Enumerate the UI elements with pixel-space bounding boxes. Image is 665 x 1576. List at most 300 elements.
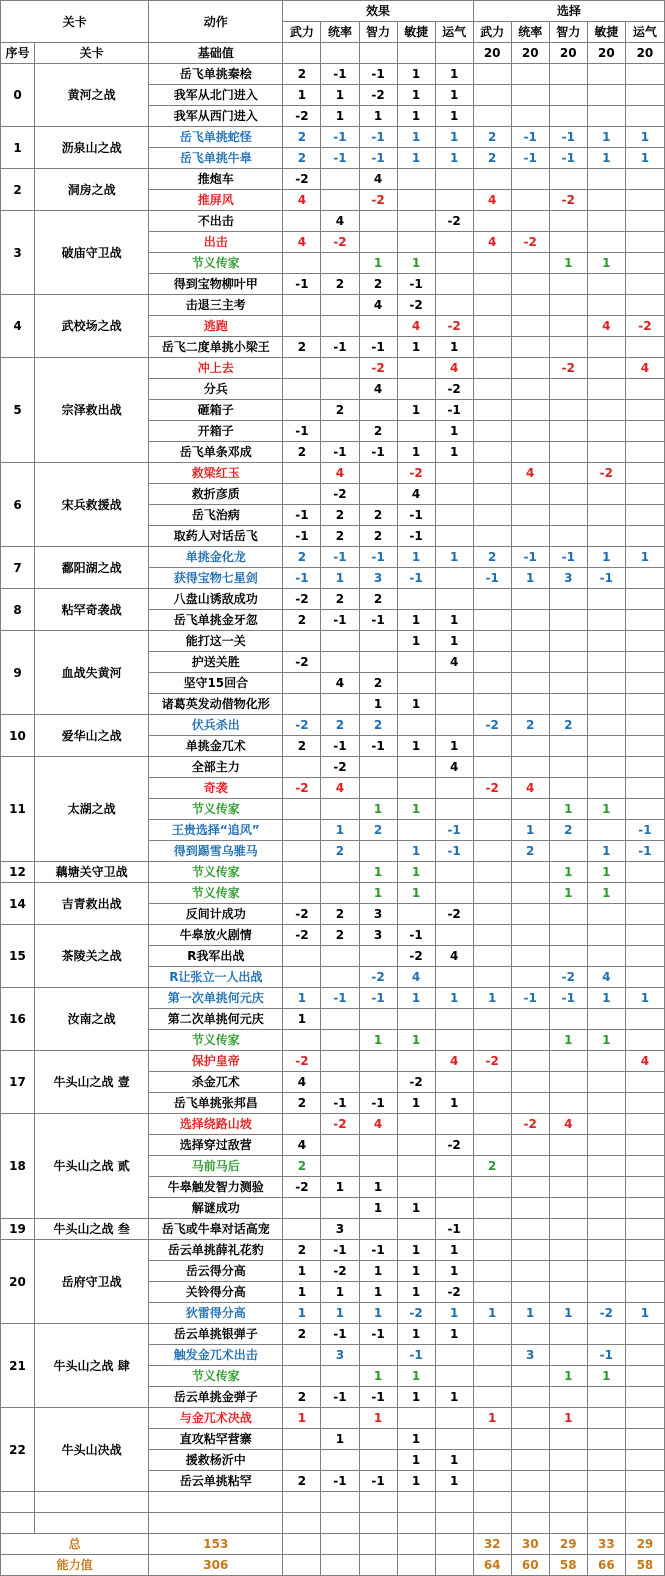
choice-cell xyxy=(625,1093,664,1114)
effect-cell: 2 xyxy=(321,925,359,946)
choice-cell xyxy=(625,526,664,547)
action-cell: 牛皋触发智力测验 xyxy=(149,1177,283,1198)
effect-cell: -1 xyxy=(359,148,397,169)
effect-cell: 2 xyxy=(321,589,359,610)
effect-cell: -1 xyxy=(359,988,397,1009)
effect-cell: 1 xyxy=(397,1450,435,1471)
choice-cell: -2 xyxy=(587,463,625,484)
effect-cell: 1 xyxy=(359,253,397,274)
base-value: 20 xyxy=(549,43,587,64)
level-number: 8 xyxy=(1,589,35,631)
choice-cell xyxy=(625,799,664,820)
effect-cell: 1 xyxy=(397,85,435,106)
choice-cell xyxy=(549,1198,587,1219)
effect-cell: 1 xyxy=(397,841,435,862)
effect-cell: 1 xyxy=(397,1093,435,1114)
effect-cell xyxy=(435,1072,473,1093)
level-number: 14 xyxy=(1,883,35,925)
choice-cell xyxy=(587,820,625,841)
empty-cell xyxy=(397,1513,435,1534)
effect-cell xyxy=(359,1219,397,1240)
action-cell: 直攻粘罕营寨 xyxy=(149,1429,283,1450)
choice-cell xyxy=(625,1324,664,1345)
choice-cell xyxy=(473,400,511,421)
action-cell: R我军出战 xyxy=(149,946,283,967)
empty-cell xyxy=(511,1513,549,1534)
choice-cell xyxy=(587,1387,625,1408)
effect-cell xyxy=(359,232,397,253)
total-choice: 30 xyxy=(511,1534,549,1555)
choice-cell xyxy=(473,610,511,631)
choice-cell xyxy=(625,967,664,988)
choice-cell xyxy=(511,883,549,904)
table-row xyxy=(1,1219,665,1240)
effect-cell: 1 xyxy=(435,1093,473,1114)
choice-cell xyxy=(511,589,549,610)
choice-cell xyxy=(587,1450,625,1471)
choice-cell: 1 xyxy=(587,799,625,820)
effect-cell: 4 xyxy=(435,946,473,967)
effect-cell xyxy=(321,1156,359,1177)
choice-cell xyxy=(625,274,664,295)
choice-cell xyxy=(587,505,625,526)
effect-cell: 3 xyxy=(359,904,397,925)
level-number: 4 xyxy=(1,295,35,358)
effect-cell: 1 xyxy=(435,421,473,442)
choice-cell: -2 xyxy=(511,1114,549,1135)
choice-cell: -1 xyxy=(587,568,625,589)
effect-cell xyxy=(397,1135,435,1156)
effect-cell: 2 xyxy=(321,841,359,862)
effect-cell: 1 xyxy=(397,1387,435,1408)
level-name: 破庙守卫战 xyxy=(35,211,149,295)
choice-cell xyxy=(625,652,664,673)
effect-cell: 4 xyxy=(397,316,435,337)
level-name: 汝南之战 xyxy=(35,988,149,1051)
effect-cell xyxy=(397,1219,435,1240)
effect-cell: -1 xyxy=(283,421,321,442)
choice-cell xyxy=(473,442,511,463)
level-name: 沥泉山之战 xyxy=(35,127,149,169)
effect-cell xyxy=(435,694,473,715)
choice-cell xyxy=(473,1093,511,1114)
choice-cell xyxy=(587,337,625,358)
choice-cell xyxy=(549,1135,587,1156)
choice-cell: 1 xyxy=(549,1030,587,1051)
action-cell: 击退三主考 xyxy=(149,295,283,316)
choice-cell xyxy=(625,253,664,274)
choice-cell: -2 xyxy=(473,715,511,736)
choice-cell xyxy=(625,211,664,232)
choice-cell: -1 xyxy=(511,127,549,148)
action-cell: 得到踢雪乌骓马 xyxy=(149,841,283,862)
choice-cell: 2 xyxy=(549,715,587,736)
effect-cell: -1 xyxy=(321,736,359,757)
table-row xyxy=(1,925,665,946)
effect-cell xyxy=(283,799,321,820)
effect-cell: 1 xyxy=(435,1450,473,1471)
choice-cell: 1 xyxy=(511,568,549,589)
choice-cell xyxy=(587,610,625,631)
table-row xyxy=(1,211,665,232)
effect-cell: 2 xyxy=(283,1093,321,1114)
effect-cell: -1 xyxy=(359,1387,397,1408)
action-cell: 推屏风 xyxy=(149,190,283,211)
choice-cell: -1 xyxy=(511,148,549,169)
choice-cell xyxy=(511,757,549,778)
action-cell: 第一次单挑何元庆 xyxy=(149,988,283,1009)
empty-cell xyxy=(149,1513,283,1534)
choice-cell: -1 xyxy=(549,988,587,1009)
effect-cell: -1 xyxy=(321,547,359,568)
level-number: 2 xyxy=(1,169,35,211)
effect-cell xyxy=(283,1450,321,1471)
effect-cell xyxy=(397,1051,435,1072)
choice-cell xyxy=(511,85,549,106)
choice-cell xyxy=(473,673,511,694)
action-cell: 救折彦质 xyxy=(149,484,283,505)
level-name: 血战失黄河 xyxy=(35,631,149,715)
effect-cell xyxy=(283,883,321,904)
action-cell: 岳飞单挑秦桧 xyxy=(149,64,283,85)
empty-cell xyxy=(35,1492,149,1513)
effect-cell xyxy=(435,232,473,253)
effect-cell: 1 xyxy=(321,820,359,841)
choice-cell: 4 xyxy=(511,778,549,799)
level-number: 3 xyxy=(1,211,35,295)
empty-cell xyxy=(549,1513,587,1534)
table-row xyxy=(1,295,665,316)
header-level: 关卡 xyxy=(1,1,149,43)
choice-cell: 2 xyxy=(549,820,587,841)
effect-cell xyxy=(435,1114,473,1135)
choice-cell xyxy=(625,1156,664,1177)
effect-cell xyxy=(321,946,359,967)
choice-cell xyxy=(549,211,587,232)
choice-cell xyxy=(549,1429,587,1450)
level-name: 宗泽救出战 xyxy=(35,358,149,463)
choice-cell xyxy=(511,190,549,211)
choice-cell xyxy=(473,526,511,547)
header-action: 动作 xyxy=(149,1,283,43)
effect-cell: -1 xyxy=(359,127,397,148)
choice-cell xyxy=(625,190,664,211)
empty-cell xyxy=(149,1492,283,1513)
choice-cell xyxy=(625,400,664,421)
choice-cell xyxy=(625,232,664,253)
effect-cell xyxy=(397,169,435,190)
choice-cell xyxy=(511,421,549,442)
empty-cell xyxy=(359,1534,397,1555)
action-cell: 得到宝物柳叶甲 xyxy=(149,274,283,295)
effect-cell xyxy=(435,274,473,295)
choice-cell xyxy=(587,778,625,799)
header-stat: 武力 xyxy=(283,22,321,43)
choice-cell xyxy=(473,631,511,652)
choice-cell xyxy=(511,1135,549,1156)
level-name: 牛头山决战 xyxy=(35,1408,149,1492)
choice-cell xyxy=(511,1429,549,1450)
effect-cell: 1 xyxy=(321,1282,359,1303)
choice-cell xyxy=(587,1156,625,1177)
effect-cell xyxy=(321,799,359,820)
effect-cell: -1 xyxy=(435,841,473,862)
choice-cell xyxy=(549,904,587,925)
effect-cell: -2 xyxy=(435,1135,473,1156)
choice-cell xyxy=(625,1219,664,1240)
action-cell: 单挑金兀术 xyxy=(149,736,283,757)
choice-cell: 1 xyxy=(625,547,664,568)
effect-cell: 3 xyxy=(359,568,397,589)
choice-cell xyxy=(549,169,587,190)
effect-cell: 2 xyxy=(321,715,359,736)
choice-cell xyxy=(587,1429,625,1450)
effect-cell: -2 xyxy=(359,967,397,988)
choice-cell xyxy=(587,295,625,316)
choice-cell xyxy=(473,421,511,442)
choice-cell xyxy=(473,1345,511,1366)
effect-cell xyxy=(321,652,359,673)
choice-cell xyxy=(473,379,511,400)
choice-cell: 1 xyxy=(549,862,587,883)
ability-value: 306 xyxy=(149,1555,283,1576)
choice-cell xyxy=(473,1387,511,1408)
effect-cell: 1 xyxy=(359,1366,397,1387)
effect-cell: 1 xyxy=(435,106,473,127)
level-name: 武校场之战 xyxy=(35,295,149,358)
effect-cell xyxy=(435,862,473,883)
effect-cell: -1 xyxy=(283,526,321,547)
choice-cell: -2 xyxy=(549,190,587,211)
choice-cell xyxy=(587,694,625,715)
choice-cell xyxy=(625,673,664,694)
choice-cell xyxy=(625,1177,664,1198)
choice-cell xyxy=(549,946,587,967)
choice-cell xyxy=(549,1387,587,1408)
effect-cell xyxy=(435,568,473,589)
effect-cell xyxy=(283,316,321,337)
choice-cell: -1 xyxy=(549,148,587,169)
effect-cell: 1 xyxy=(435,127,473,148)
spacer-row xyxy=(1,1513,665,1534)
effect-cell: -2 xyxy=(359,190,397,211)
choice-cell xyxy=(511,526,549,547)
choice-cell xyxy=(473,106,511,127)
choice-cell xyxy=(549,337,587,358)
choice-cell xyxy=(625,589,664,610)
effect-cell: 2 xyxy=(359,505,397,526)
choice-cell: 1 xyxy=(587,547,625,568)
choice-cell xyxy=(625,1261,664,1282)
effect-cell xyxy=(435,190,473,211)
effect-cell xyxy=(397,1009,435,1030)
effect-cell: -1 xyxy=(321,337,359,358)
ability-choice: 64 xyxy=(473,1555,511,1576)
effect-cell: -1 xyxy=(359,736,397,757)
choice-cell: 4 xyxy=(549,1114,587,1135)
choice-cell xyxy=(587,1408,625,1429)
choice-cell xyxy=(587,1219,625,1240)
effect-cell xyxy=(283,358,321,379)
effect-cell xyxy=(397,232,435,253)
effect-cell xyxy=(359,1156,397,1177)
effect-cell xyxy=(359,1072,397,1093)
effect-cell: -2 xyxy=(397,946,435,967)
choice-cell xyxy=(549,484,587,505)
effect-cell xyxy=(321,1072,359,1093)
choice-cell xyxy=(549,1177,587,1198)
header-stat: 统率 xyxy=(321,22,359,43)
action-cell: 获得宝物七星剑 xyxy=(149,568,283,589)
effect-cell: 4 xyxy=(435,1051,473,1072)
effect-cell: 2 xyxy=(283,442,321,463)
effect-cell xyxy=(283,484,321,505)
choice-cell: 1 xyxy=(549,1366,587,1387)
choice-cell xyxy=(473,925,511,946)
choice-cell: 4 xyxy=(587,316,625,337)
choice-cell xyxy=(549,1051,587,1072)
effect-cell: -2 xyxy=(283,778,321,799)
base-effect-cell xyxy=(397,43,435,64)
choice-cell xyxy=(511,1282,549,1303)
choice-cell xyxy=(625,1345,664,1366)
effect-cell xyxy=(397,358,435,379)
effect-cell: 1 xyxy=(397,1240,435,1261)
effect-cell: -1 xyxy=(435,400,473,421)
choice-cell xyxy=(473,652,511,673)
choice-cell xyxy=(625,421,664,442)
effect-cell xyxy=(397,379,435,400)
effect-cell xyxy=(435,1009,473,1030)
effect-cell xyxy=(321,1198,359,1219)
level-number: 6 xyxy=(1,463,35,547)
empty-cell xyxy=(435,1534,473,1555)
effect-cell xyxy=(435,1429,473,1450)
effect-cell: 1 xyxy=(435,64,473,85)
choice-cell xyxy=(511,1051,549,1072)
effect-cell xyxy=(283,211,321,232)
effect-cell: 2 xyxy=(283,64,321,85)
choice-cell xyxy=(549,64,587,85)
choice-cell xyxy=(511,673,549,694)
effect-cell xyxy=(321,883,359,904)
effect-cell xyxy=(283,1345,321,1366)
empty-cell xyxy=(359,1492,397,1513)
effect-cell: -1 xyxy=(321,610,359,631)
choice-cell: -2 xyxy=(473,778,511,799)
choice-cell xyxy=(473,169,511,190)
effect-cell xyxy=(283,862,321,883)
effect-cell xyxy=(321,190,359,211)
effect-cell: -2 xyxy=(397,1072,435,1093)
choice-cell: 4 xyxy=(587,967,625,988)
effect-cell: 1 xyxy=(397,1429,435,1450)
choice-cell xyxy=(587,1282,625,1303)
choice-cell xyxy=(473,904,511,925)
effect-cell: 1 xyxy=(321,1303,359,1324)
table-row xyxy=(1,589,665,610)
spacer-row xyxy=(1,1492,665,1513)
choice-cell xyxy=(473,589,511,610)
choice-cell: 1 xyxy=(587,1030,625,1051)
effect-cell xyxy=(435,484,473,505)
effect-cell: 1 xyxy=(397,988,435,1009)
action-cell: 岳飞单条邓成 xyxy=(149,442,283,463)
effect-cell: 1 xyxy=(435,337,473,358)
choice-cell xyxy=(473,1198,511,1219)
choice-cell xyxy=(549,1345,587,1366)
effect-cell: 3 xyxy=(321,1219,359,1240)
effect-cell: 1 xyxy=(359,799,397,820)
action-cell: 关铃得分高 xyxy=(149,1282,283,1303)
effect-cell: 1 xyxy=(321,568,359,589)
effect-cell xyxy=(435,967,473,988)
effect-cell: -2 xyxy=(397,1303,435,1324)
choice-cell xyxy=(587,1009,625,1030)
choice-cell xyxy=(625,1240,664,1261)
effect-cell: -2 xyxy=(397,463,435,484)
effect-cell xyxy=(397,589,435,610)
effect-cell xyxy=(321,1366,359,1387)
choice-cell xyxy=(473,1471,511,1492)
action-cell: 节义传家 xyxy=(149,862,283,883)
choice-cell xyxy=(587,673,625,694)
header-level2: 关卡 xyxy=(35,43,149,64)
choice-cell xyxy=(587,1240,625,1261)
level-name: 牛头山之战 叁 xyxy=(35,1219,149,1240)
choice-cell xyxy=(473,295,511,316)
effect-cell: -1 xyxy=(359,1093,397,1114)
choice-cell xyxy=(511,1219,549,1240)
choice-cell: 1 xyxy=(511,820,549,841)
effect-cell: 1 xyxy=(397,1030,435,1051)
effect-cell: 1 xyxy=(283,1261,321,1282)
choice-cell xyxy=(511,379,549,400)
total-value: 153 xyxy=(149,1534,283,1555)
choice-cell: 2 xyxy=(473,127,511,148)
effect-cell: 2 xyxy=(359,589,397,610)
effect-cell: 4 xyxy=(359,379,397,400)
effect-cell: 1 xyxy=(397,1261,435,1282)
action-cell: 取药人对话岳飞 xyxy=(149,526,283,547)
effect-cell: 4 xyxy=(359,1114,397,1135)
effect-cell: -1 xyxy=(397,505,435,526)
choice-cell xyxy=(587,946,625,967)
effect-cell xyxy=(321,1009,359,1030)
level-number: 17 xyxy=(1,1051,35,1114)
empty-cell xyxy=(587,1492,625,1513)
choice-cell xyxy=(625,757,664,778)
choice-cell xyxy=(625,946,664,967)
level-number: 11 xyxy=(1,757,35,862)
effect-cell xyxy=(283,400,321,421)
choice-cell xyxy=(473,1135,511,1156)
effect-cell: 1 xyxy=(283,1009,321,1030)
effect-cell xyxy=(435,778,473,799)
choice-cell xyxy=(549,652,587,673)
choice-cell xyxy=(549,85,587,106)
choice-cell xyxy=(549,316,587,337)
effect-cell: 1 xyxy=(397,253,435,274)
choice-cell xyxy=(625,484,664,505)
effect-cell: -1 xyxy=(283,274,321,295)
effect-cell: 1 xyxy=(397,862,435,883)
effect-cell: 1 xyxy=(321,85,359,106)
choice-cell: 2 xyxy=(473,547,511,568)
effect-cell xyxy=(397,715,435,736)
action-cell: 我军从北门进入 xyxy=(149,85,283,106)
effect-cell xyxy=(397,778,435,799)
